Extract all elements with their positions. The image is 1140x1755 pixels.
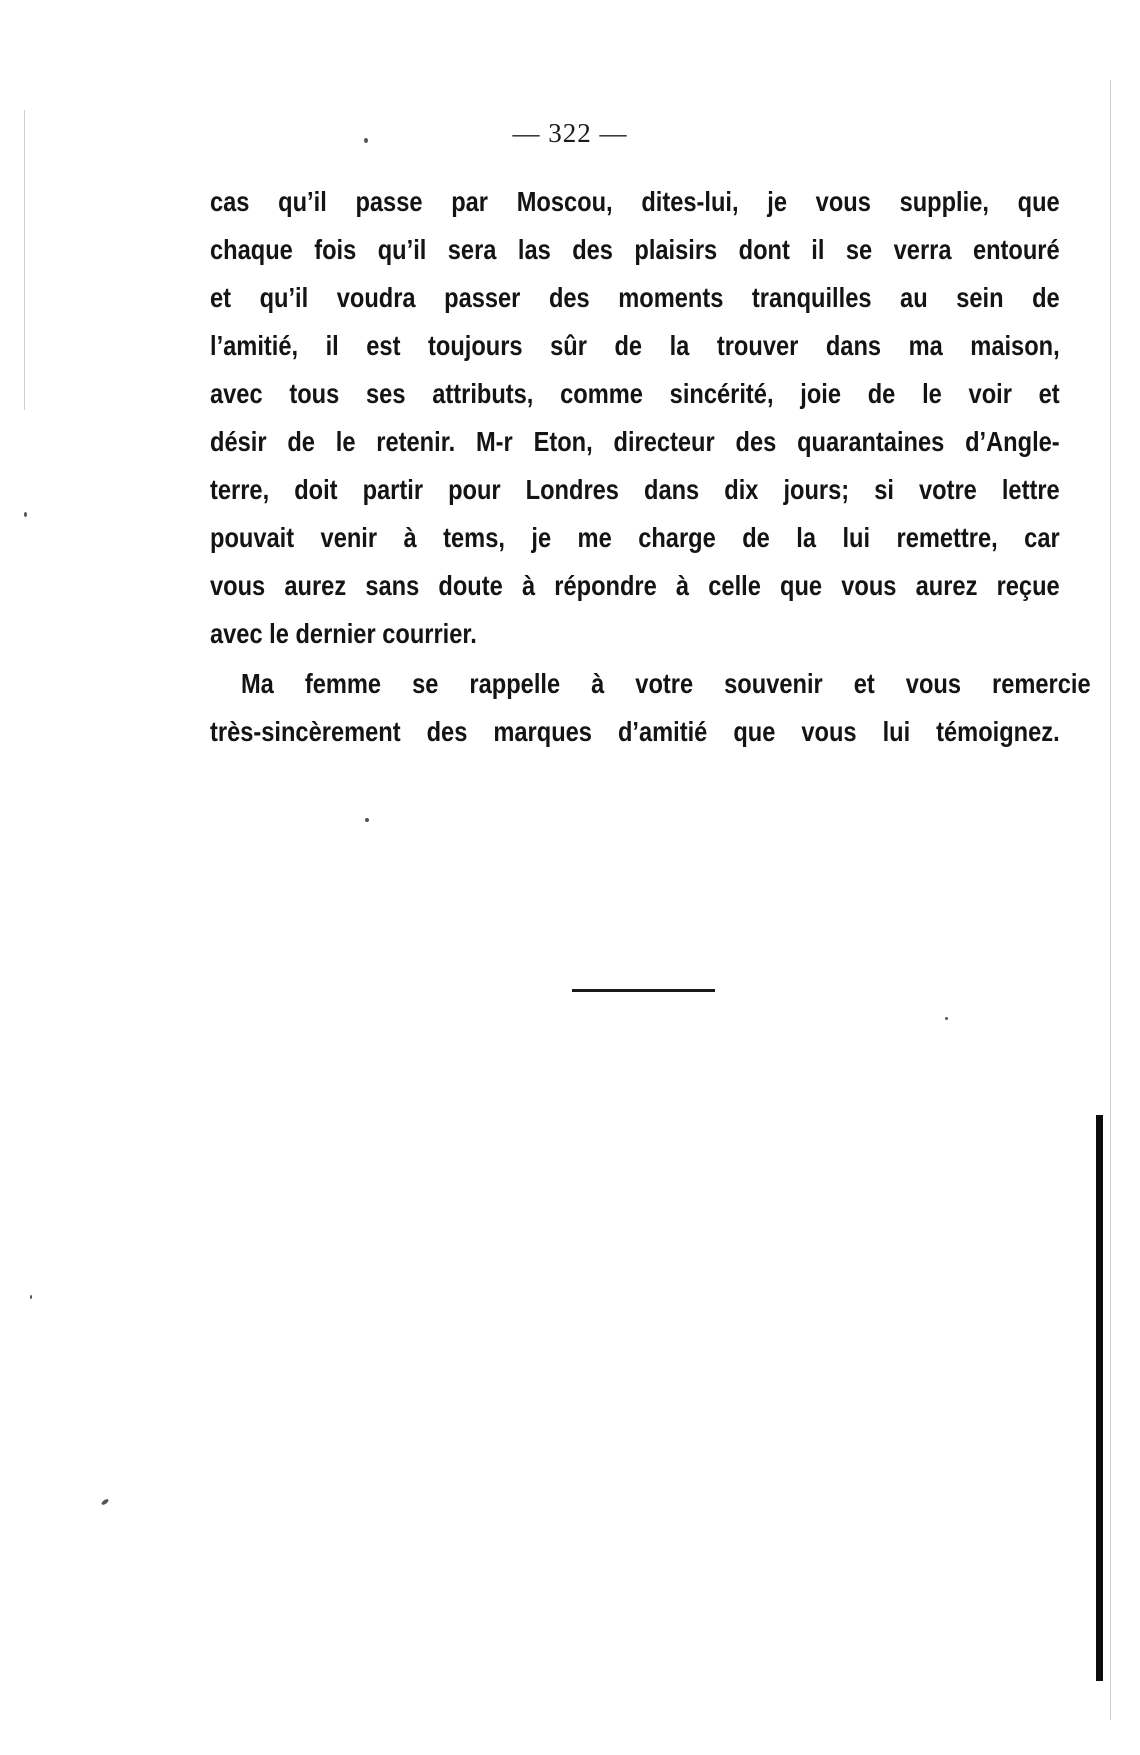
text-line: très-sincèrement des marques d’amitié que vous lui témoignez.: [210, 716, 1060, 747]
section-rule: [572, 989, 715, 992]
scan-speck: [364, 138, 368, 143]
page-number: — 322 —: [512, 118, 628, 148]
scan-speck: [945, 1017, 948, 1020]
scan-speck: [24, 512, 27, 517]
scan-speck: [101, 1498, 110, 1506]
text-line: et qu’il voudra passer des moments tranquilles au sein de: [210, 282, 1060, 313]
body-text: [210, 178, 1091, 756]
page-edge-shadow: [1096, 1115, 1103, 1681]
text-line: avec le dernier courrier.: [210, 618, 477, 649]
text-line: Ma femme se rappelle à votre souvenir et vous remercie: [240, 668, 1091, 699]
text-line: pouvait venir à tems, je me charge de la lui remettre, car: [210, 522, 1060, 553]
page-edge-line: [1110, 80, 1111, 1720]
scan-speck: [30, 1295, 32, 1299]
text-line: avec tous ses attributs, comme sincérité, joie de le voir et: [210, 378, 1060, 409]
text-line: vous aurez sans doute à répondre à celle que vous aurez reçue: [210, 570, 1060, 601]
text-line: désir de le retenir. M-r Eton, directeur des quarantaines d’Angle-: [210, 426, 1060, 457]
page-edge-line: [24, 110, 25, 410]
text-line: l’amitié, il est toujours sûr de la trouver dans ma maison,: [210, 330, 1060, 361]
text-line: chaque fois qu’il sera las des plaisirs dont il se verra entouré: [210, 234, 1060, 265]
text-line: cas qu’il passe par Moscou, dites-lui, je vous supplie, que: [210, 186, 1060, 217]
scan-speck: [365, 818, 369, 822]
text-line: terre, doit partir pour Londres dans dix jours; si votre lettre: [210, 474, 1060, 505]
